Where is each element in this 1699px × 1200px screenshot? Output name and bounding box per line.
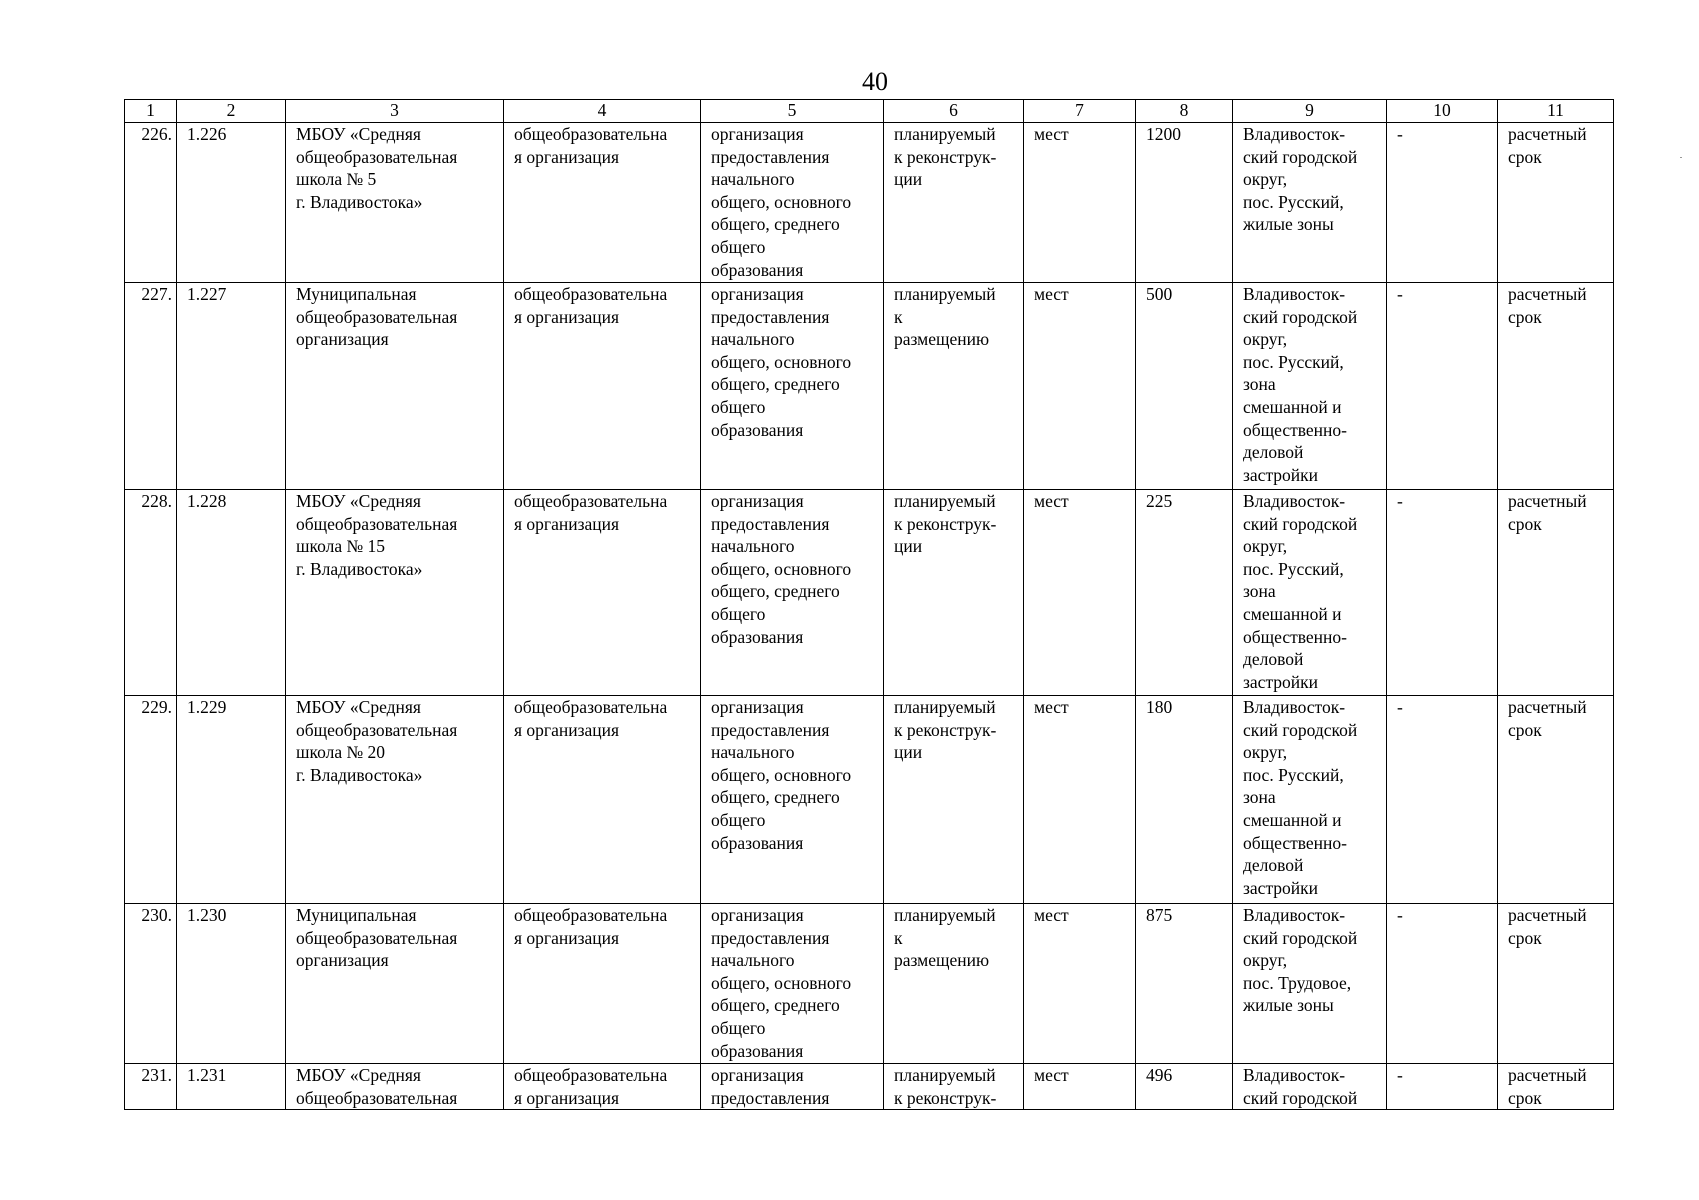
- unit: мест: [1024, 490, 1136, 696]
- object-status: планируемый к реконструк- ции: [884, 123, 1024, 283]
- unit: мест: [1024, 1064, 1136, 1110]
- object-name: Муниципальная общеобразовательная организация: [286, 283, 504, 490]
- zone-note: -: [1387, 283, 1498, 490]
- column-number: 8: [1136, 100, 1233, 123]
- location: Владивосток- ский городской округ, пос. Русский, жилые зоны: [1233, 123, 1387, 283]
- column-number: 9: [1233, 100, 1387, 123]
- table-row: [125, 1064, 1614, 1110]
- object-type: общеобразовательна я организация: [504, 283, 701, 490]
- object-type: общеобразовательна я организация: [504, 1064, 701, 1110]
- location: Владивосток- ский городской округ, пос. Русский, зона смешанной и общественно- деловой застройки: [1233, 490, 1387, 696]
- location: Владивосток- ский городской округ, пос. Русский, зона смешанной и общественно- деловой застройки: [1233, 696, 1387, 904]
- unit: мест: [1024, 283, 1136, 490]
- object-purpose: организация предоставления начального общего, основного общего, среднего общего образования: [701, 904, 884, 1064]
- row-index: 228.: [125, 490, 177, 696]
- row-index: 231.: [125, 1064, 177, 1110]
- row-index: 230.: [125, 904, 177, 1064]
- zone-note: -: [1387, 123, 1498, 283]
- capacity: 496: [1136, 1064, 1233, 1110]
- object-name: МБОУ «Средняя общеобразовательная школа № 5 г. Владивостока»: [286, 123, 504, 283]
- object-status: планируемый к размещению: [884, 283, 1024, 490]
- object-type: общеобразовательна я организация: [504, 696, 701, 904]
- term: расчетный срок: [1498, 123, 1614, 283]
- object-code: 1.226: [177, 123, 286, 283]
- location: Владивосток- ский городской: [1233, 1064, 1387, 1110]
- object-type: общеобразовательна я организация: [504, 490, 701, 696]
- object-code: 1.231: [177, 1064, 286, 1110]
- location: Владивосток- ский городской округ, пос. Трудовое, жилые зоны: [1233, 904, 1387, 1064]
- object-purpose: организация предоставления начального общего, основного общего, среднего общего образования: [701, 123, 884, 283]
- row-index: 226.: [125, 123, 177, 283]
- unit: мест: [1024, 123, 1136, 283]
- unit: мест: [1024, 696, 1136, 904]
- object-purpose: организация предоставления начального общего, основного общего, среднего общего образования: [701, 283, 884, 490]
- term: расчетный срок: [1498, 490, 1614, 696]
- capacity: 180: [1136, 696, 1233, 904]
- object-code: 1.230: [177, 904, 286, 1064]
- object-status: планируемый к реконструк- ции: [884, 490, 1024, 696]
- object-status: планируемый к реконструк-: [884, 1064, 1024, 1110]
- zone-note: -: [1387, 904, 1498, 1064]
- unit: мест: [1024, 904, 1136, 1064]
- term: расчетный срок: [1498, 283, 1614, 490]
- column-number: 1: [125, 100, 177, 123]
- row-index: 227.: [125, 283, 177, 490]
- object-code: 1.227: [177, 283, 286, 490]
- term: расчетный срок: [1498, 696, 1614, 904]
- object-code: 1.229: [177, 696, 286, 904]
- column-number: 5: [701, 100, 884, 123]
- table-row: [125, 696, 1614, 904]
- table-row: [125, 490, 1614, 696]
- zone-note: -: [1387, 490, 1498, 696]
- column-number: 7: [1024, 100, 1136, 123]
- column-number: 2: [177, 100, 286, 123]
- column-number: 4: [504, 100, 701, 123]
- column-number: 3: [286, 100, 504, 123]
- object-type: общеобразовательна я организация: [504, 904, 701, 1064]
- capacity: 1200: [1136, 123, 1233, 283]
- object-code: 1.228: [177, 490, 286, 696]
- capacity: 875: [1136, 904, 1233, 1064]
- object-status: планируемый к размещению: [884, 904, 1024, 1064]
- object-name: МБОУ «Средняя общеобразовательная: [286, 1064, 504, 1110]
- location: Владивосток- ский городской округ, пос. Русский, зона смешанной и общественно- деловой застройки: [1233, 283, 1387, 490]
- object-purpose: организация предоставления начального общего, основного общего, среднего общего образования: [701, 696, 884, 904]
- term: расчетный срок: [1498, 904, 1614, 1064]
- object-name: Муниципальная общеобразовательная организация: [286, 904, 504, 1064]
- table-row: [125, 283, 1614, 490]
- object-purpose: организация предоставления: [701, 1064, 884, 1110]
- table-row: [125, 123, 1614, 283]
- row-index: 229.: [125, 696, 177, 904]
- column-number-row: [125, 100, 1614, 123]
- capacity: 225: [1136, 490, 1233, 696]
- zone-note: -: [1387, 1064, 1498, 1110]
- object-status: планируемый к реконструк- ции: [884, 696, 1024, 904]
- object-type: общеобразовательна я организация: [504, 123, 701, 283]
- zone-note: -: [1387, 696, 1498, 904]
- object-purpose: организация предоставления начального общего, основного общего, среднего общего образования: [701, 490, 884, 696]
- scan-artifact: [1680, 157, 1682, 158]
- column-number: 11: [1498, 100, 1614, 123]
- objects-table: [124, 99, 1614, 1110]
- column-number: 6: [884, 100, 1024, 123]
- object-name: МБОУ «Средняя общеобразовательная школа № 15 г. Владивостока»: [286, 490, 504, 696]
- table-row: [125, 904, 1614, 1064]
- capacity: 500: [1136, 283, 1233, 490]
- column-number: 10: [1387, 100, 1498, 123]
- object-name: МБОУ «Средняя общеобразовательная школа № 20 г. Владивостока»: [286, 696, 504, 904]
- page-number: 40: [862, 67, 888, 96]
- term: расчетный срок: [1498, 1064, 1614, 1110]
